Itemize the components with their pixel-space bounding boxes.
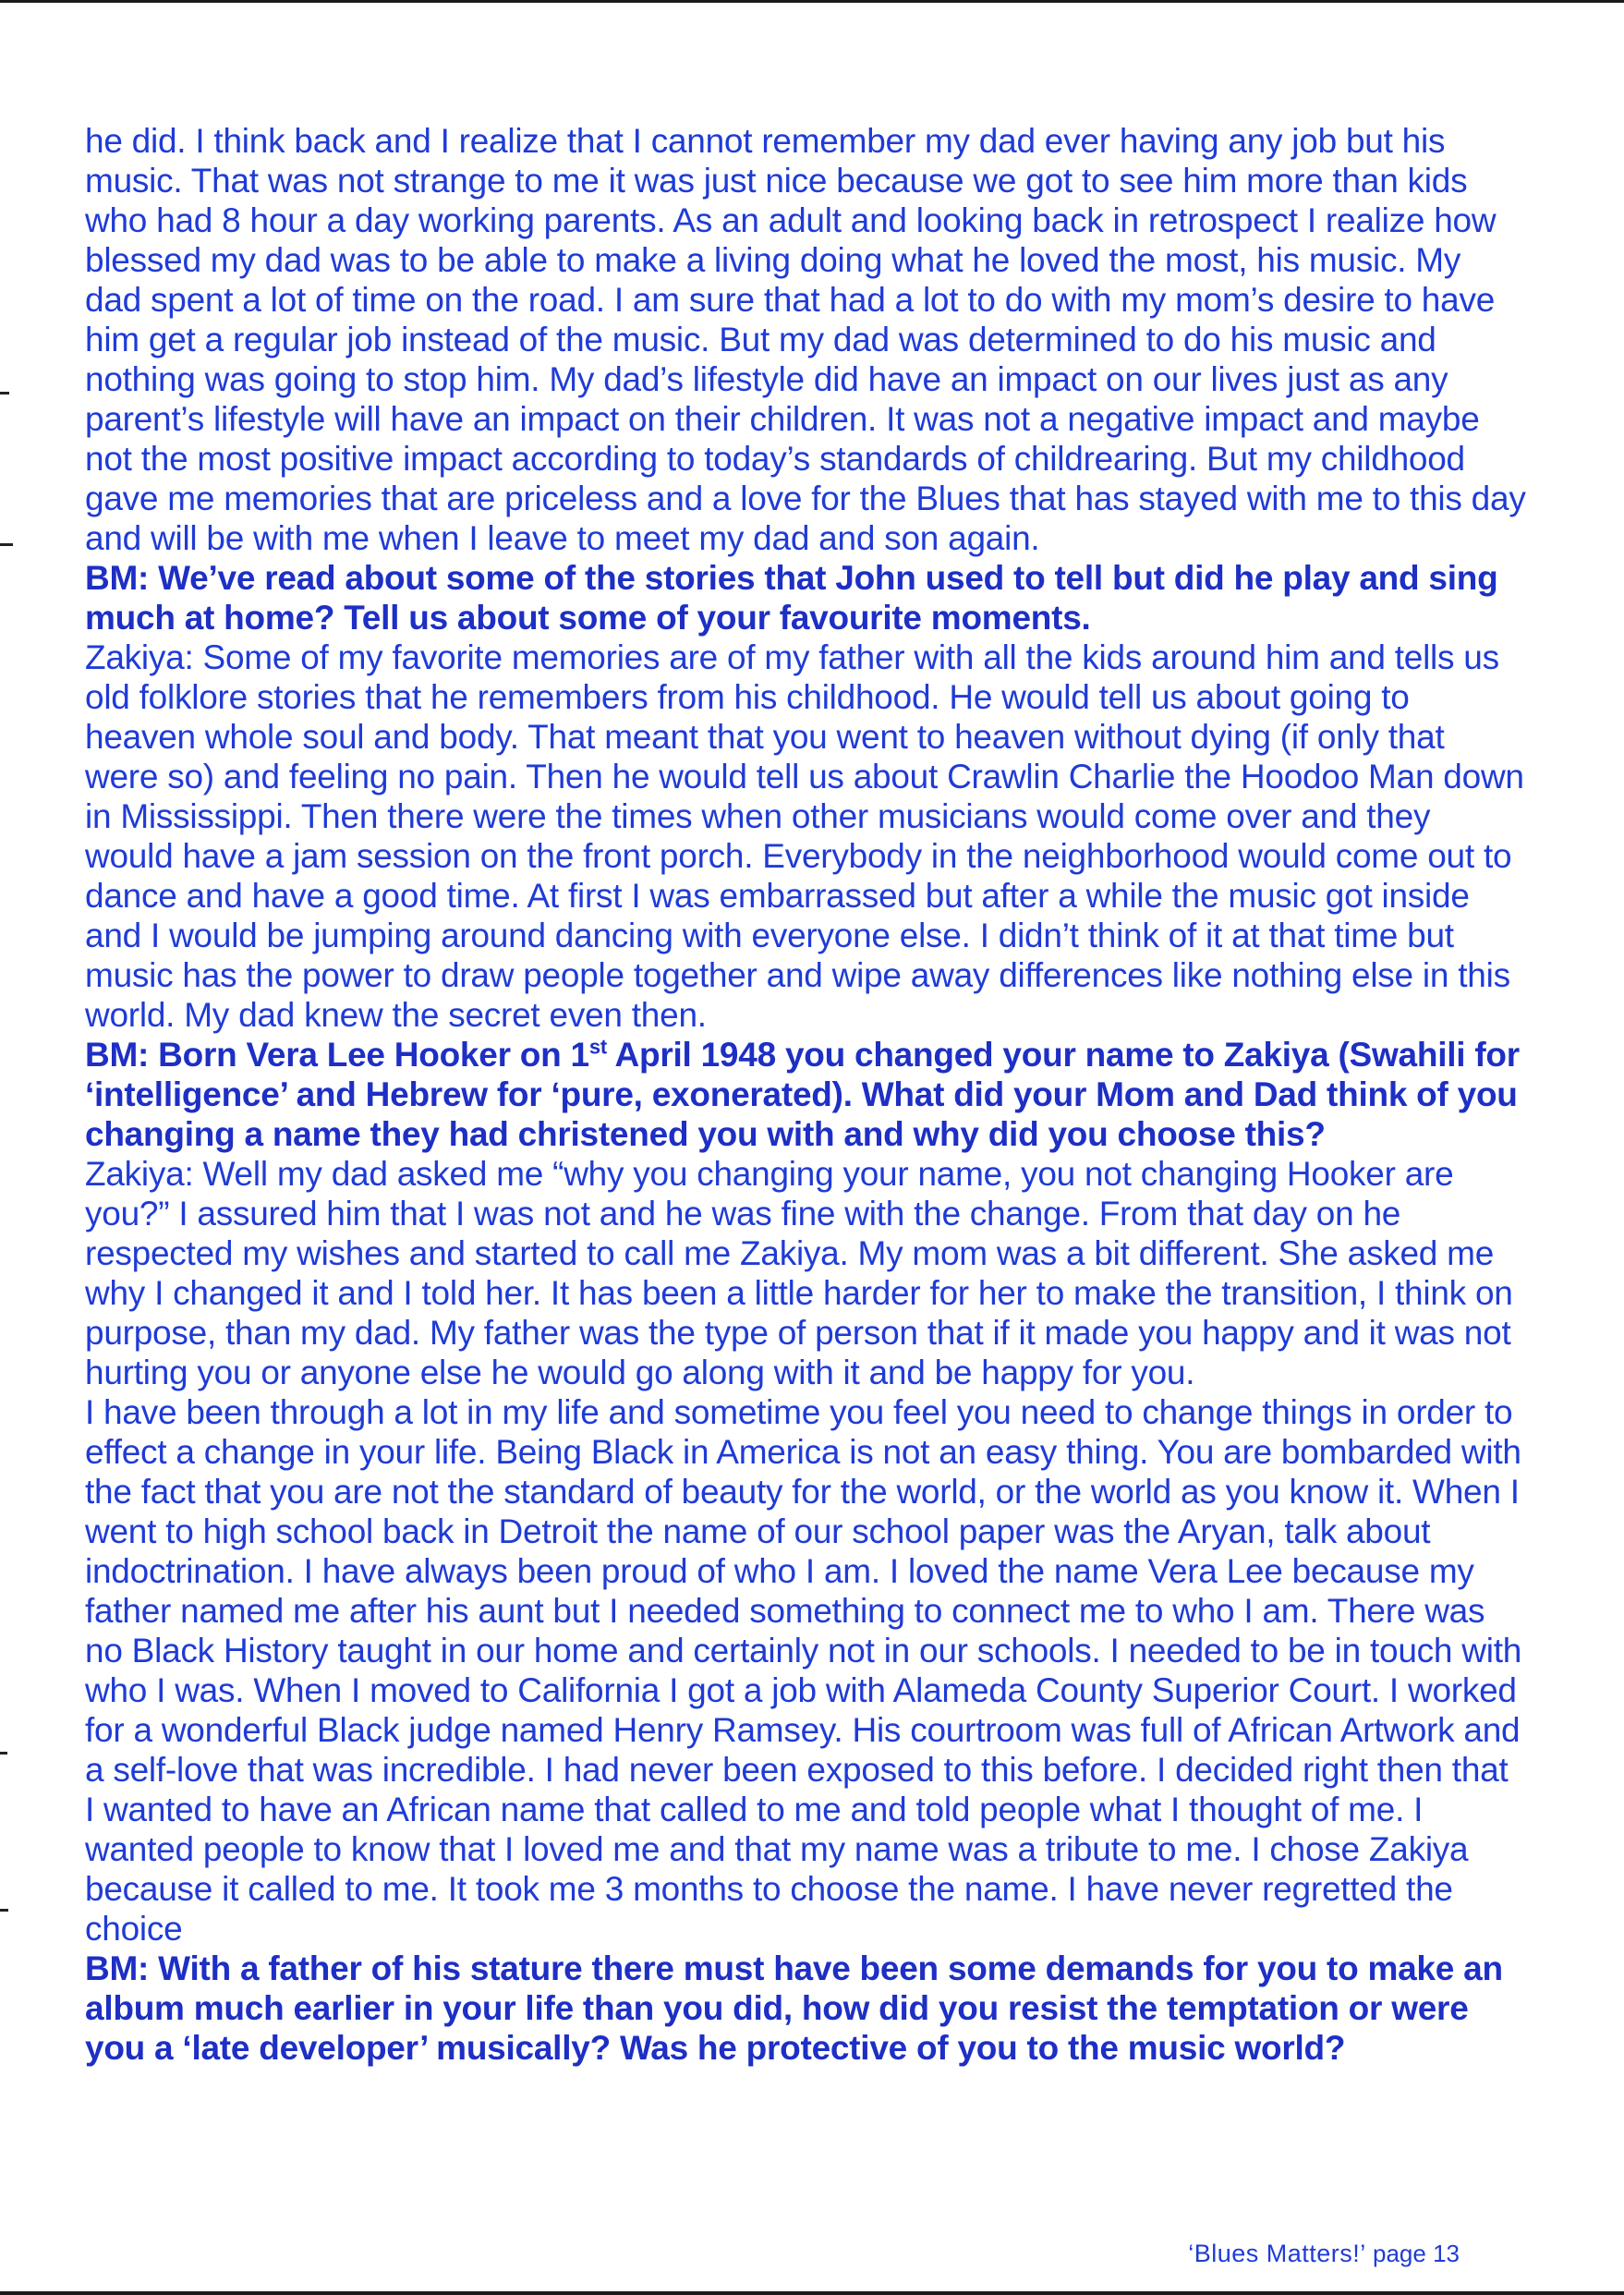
answer-paragraph: I have been through a lot in my life and sometime you feel you need to change things in order to effect a change in your life. Being Black in America is not an easy thing. You are bombarded with the fact that you are not the standard of beauty for the world, or the world as you know it. When I went to high school back in Detroit the name of our school paper was the Aryan, talk about indoctrination. I have always been proud of who I am. I loved the name Vera Lee because my father named me after his aunt but I needed something to connect me to who I am. There was no Black History taught in our home and certainly not in our schools. I needed to be in touch with who I was. When I moved to California I got a job with Alameda County Superior Court. I worked for a wonderful Black judge named Henry Ramsey. His courtroom was full of African Artwork and a self-love that was incredible. I had never been exposed to this before. I decided right then that I wanted to have an African name that called to me and told people what I thought of me. I wanted people to know that I loved me and that my name was a tribute to me. I chose Zakiya because it called to me. It took me 3 months to choose the name. I have never regretted the choice xyxy=(85,1393,1522,1948)
answer-paragraph: Zakiya: Some of my favorite memories are of my father with all the kids around him and tells us old folklore stories that he remembers from his childhood. He would tell us about going to heaven whole soul and body. That meant that you went to heaven without dying (if only that were so) and feeling no pain. Then he would tell us about Crawlin Charlie the Hoodoo Man down in Mississippi. Then there were the times when other musicians would come over and they would have a jam session on the front porch. Everybody in the neighborhood would come out to dance and have a good time. At first I was embarrassed but after a while the music got inside and I would be jumping around dancing with everyone else. I didn’t think of it at that time but music has the power to draw people together and wipe away differences like nothing else in this world. My dad knew the secret even then. xyxy=(85,638,1524,1034)
margin-tick xyxy=(0,1752,7,1755)
margin-tick xyxy=(0,543,13,546)
answer-paragraph: Zakiya: Well my dad asked me “why you changing your name, you not changing Hooker are you?” I assured him that I was not and he was fine with the change. From that day on he respected my wishes and started to call me Zakiya. My mom was a bit different. She asked me why I changed it and I told her. It has been a little harder for her to make the transition, I think on purpose, than my dad. My father was the type of person that if it made you happy and it was not hurting you or anyone else he would go along with it and be happy for you. xyxy=(85,1155,1513,1391)
margin-tick xyxy=(0,1909,8,1912)
answer-paragraph: he did. I think back and I realize that I cannot remember my dad ever having any job but his music. That was not strange to me it was just nice because we got to see him more than kids who had 8 hour a day working parents. As an adult and looking back in retrospect I realize how blessed my dad was to be able to make a living doing what he loved the most, his music. My dad spent a lot of time on the road. I am sure that had a lot to do with my mom’s desire to have him get a regular job instead of the music. But my dad was determined to do his music and nothing was going to stop him. My dad’s lifestyle did have an impact on our lives just as any parent’s lifestyle will have an impact on their children. It was not a negative impact and maybe not the most positive impact according to today’s standards of childrearing. But my childhood gave me memories that are priceless and a love for the Blues that has stayed with me to this day and will be with me when I leave to meet my dad and son again. xyxy=(85,122,1526,557)
question-text: BM: Born Vera Lee Hooker on 1 xyxy=(85,1036,589,1074)
page-number: page 13 xyxy=(1373,2240,1460,2267)
bottom-rule xyxy=(0,2291,1624,2295)
page-footer xyxy=(1188,2240,1460,2268)
top-rule xyxy=(0,0,1624,3)
question-text: April 1948 you changed your name to Zakiya (Swahili for ‘intelligence’ and Hebrew for ‘pure, exonerated). What did your Mom and Dad think of you changing a name they had christened you with and why did you choose this? xyxy=(85,1036,1520,1153)
interview-question: BM: With a father of his stature there must have been some demands for you to make an album much earlier in your life than you did, how did you resist the temptation or were you a ‘late developer’ musically? Was he protective of you to the music world? xyxy=(85,1949,1503,2067)
ordinal-superscript: st xyxy=(588,1035,607,1059)
margin-tick xyxy=(0,392,9,395)
interview-question: BM: We’ve read about some of the stories that John used to tell but did he play and sing much at home? Tell us about some of your favourite moments. xyxy=(85,559,1498,637)
magazine-name: ‘Blues Matters!’ xyxy=(1188,2240,1366,2267)
interview-question xyxy=(85,1035,1526,1154)
article-body xyxy=(85,121,1526,2068)
